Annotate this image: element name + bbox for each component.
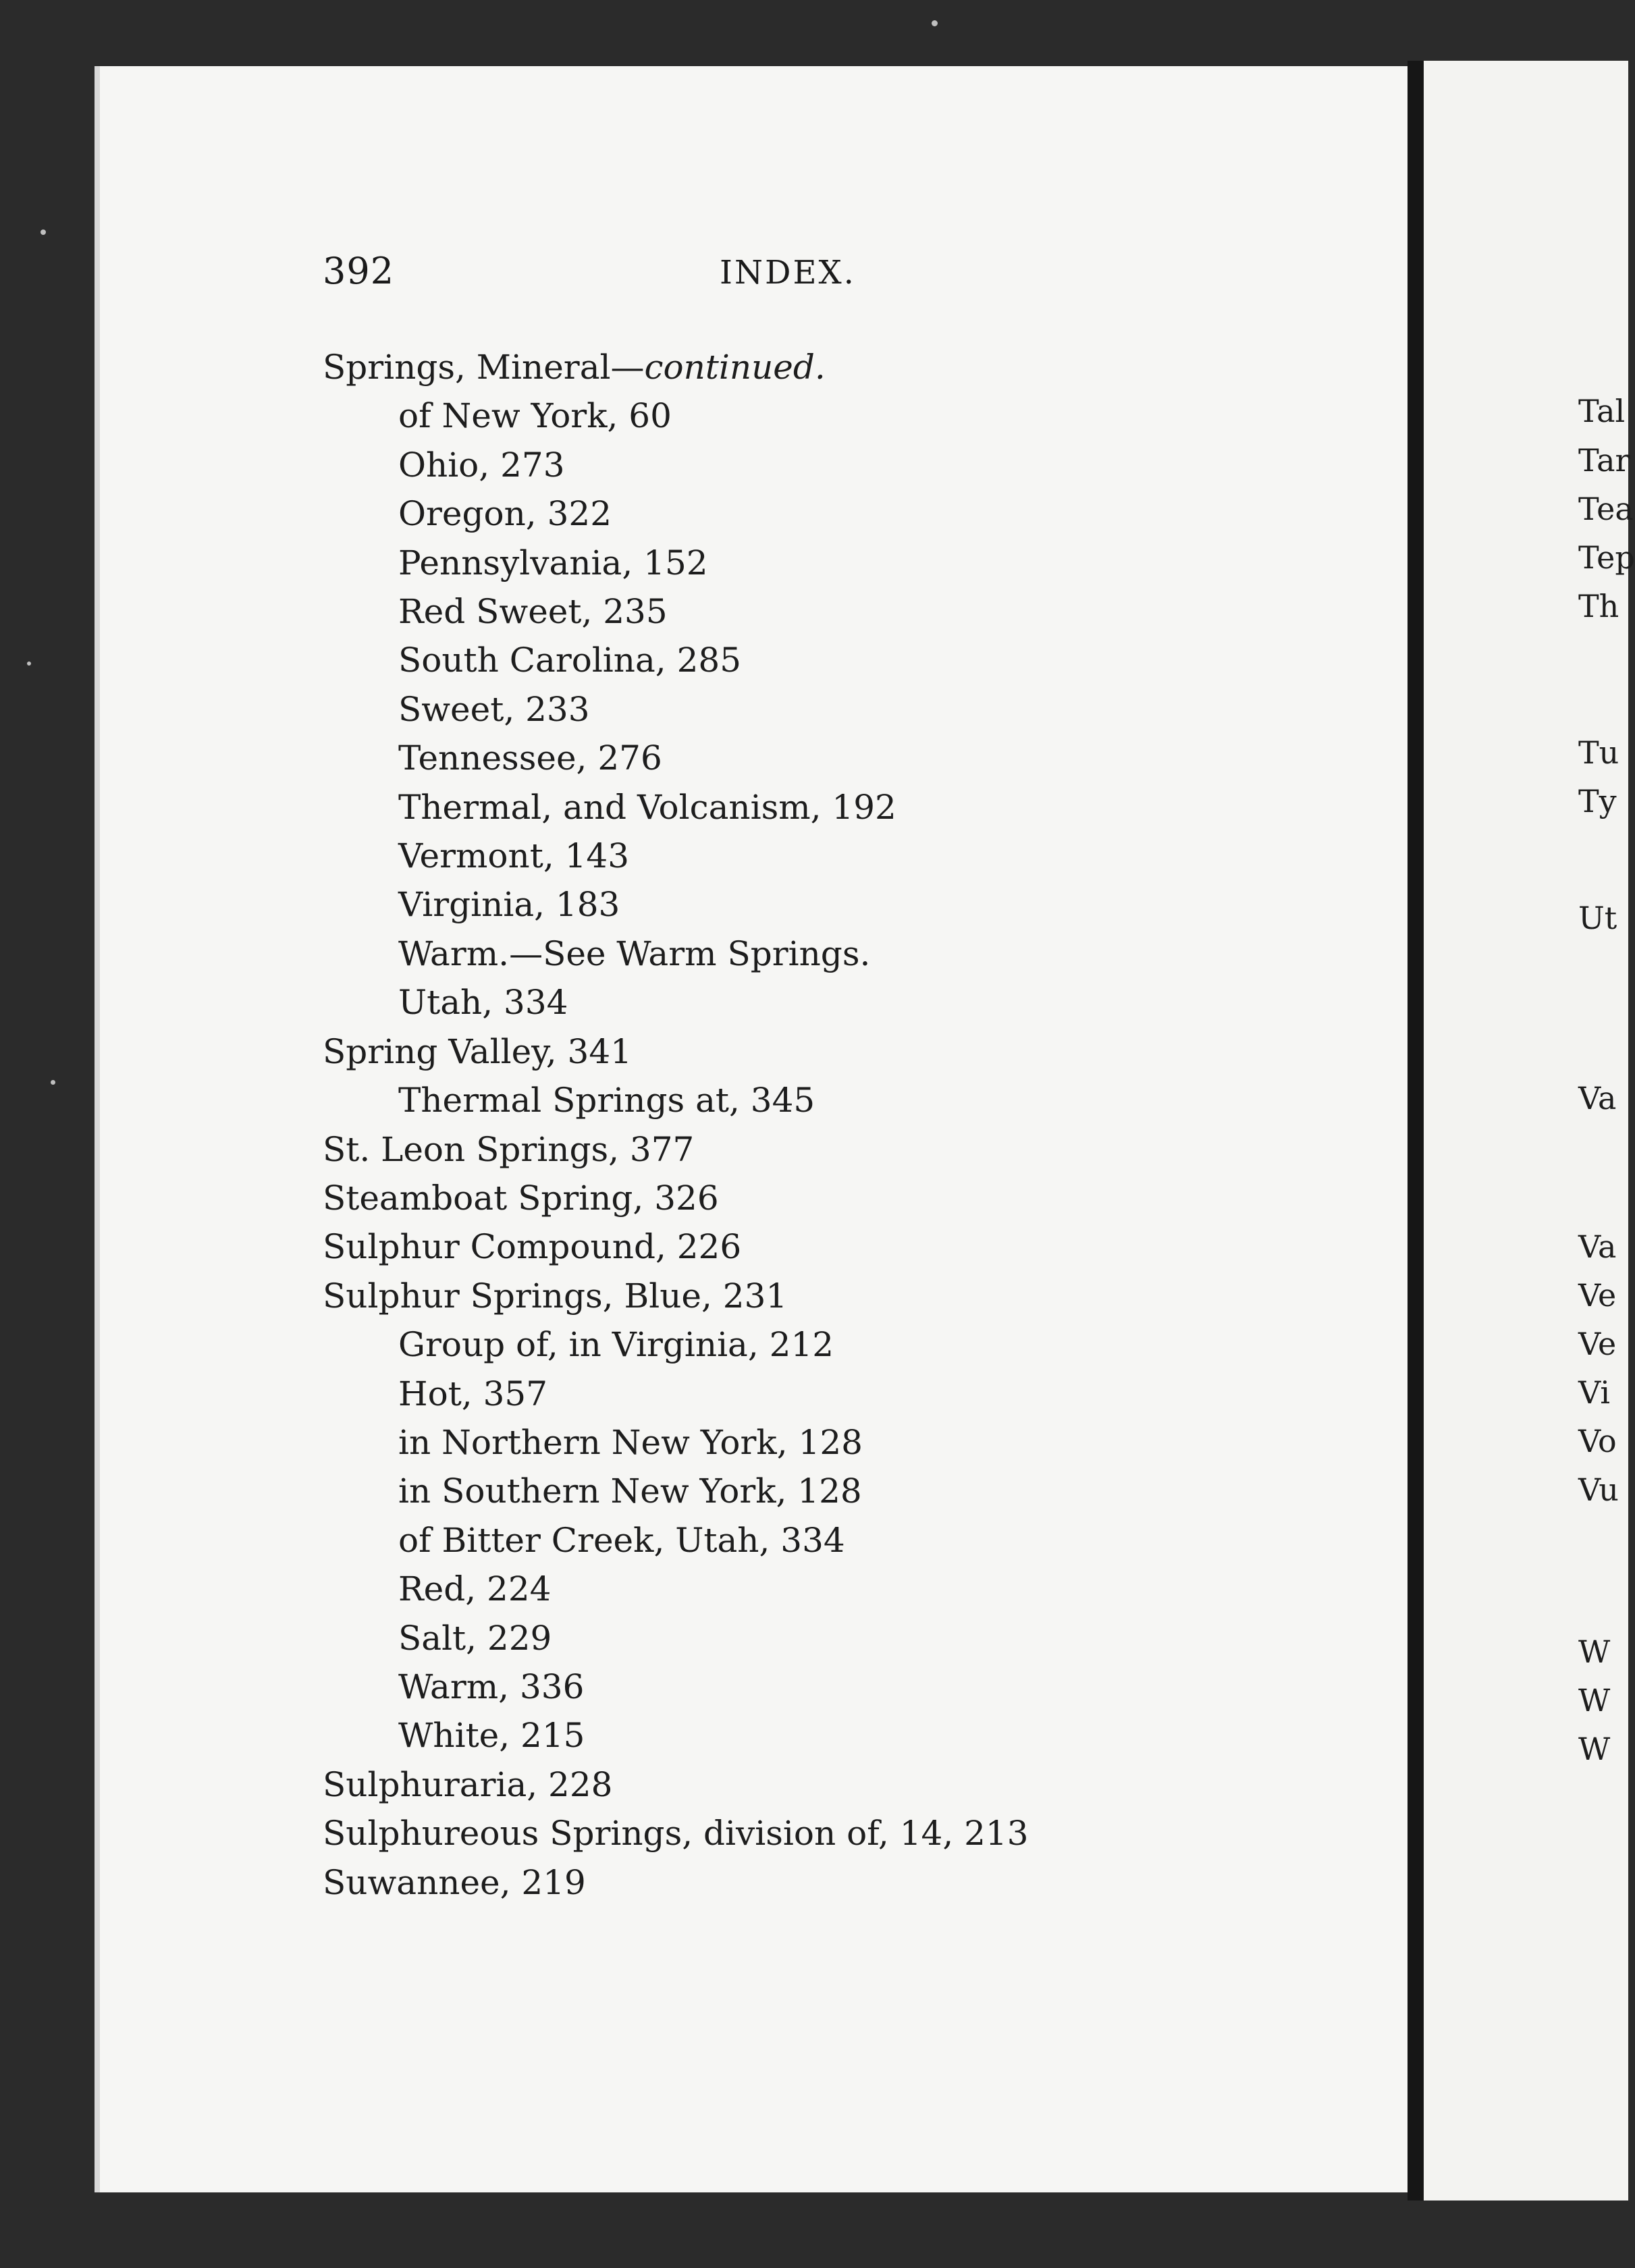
right-page-fragment: Th <box>1578 588 1619 624</box>
index-subentry <box>323 636 1268 684</box>
entry-text: Warm, 336 <box>398 1667 585 1706</box>
right-page-fragment: Va <box>1578 1228 1617 1265</box>
right-page-fragment: Tep <box>1578 539 1635 576</box>
right-page-fragment: Tea <box>1578 491 1634 527</box>
index-subentry <box>323 978 1268 1027</box>
entry-text: Spring Valley, 341 <box>323 1031 632 1071</box>
right-page-fragment: W <box>1578 1731 1611 1767</box>
scan-speck <box>41 230 46 235</box>
entry-text: Oregon, 322 <box>398 494 612 534</box>
index-subentry <box>323 1711 1268 1760</box>
index-subentry <box>323 783 1268 832</box>
index-subentry <box>323 441 1268 489</box>
scan-speck <box>27 662 31 666</box>
index-entry <box>323 1027 1268 1076</box>
page-title: INDEX. <box>720 254 856 292</box>
right-page-fragment: Ut <box>1578 900 1617 936</box>
index-subentry <box>323 587 1268 636</box>
entry-text: Warm.—See Warm Springs. <box>398 934 871 973</box>
index-subentry <box>323 1076 1268 1125</box>
right-page-fragment: Ty <box>1578 783 1617 819</box>
right-page-fragment: Ve <box>1578 1277 1617 1314</box>
entry-text: Thermal, and Volcanism, 192 <box>398 787 896 827</box>
right-page-fragment: W <box>1578 1634 1611 1670</box>
index-entry <box>323 1174 1268 1222</box>
index-entry <box>323 1858 1268 1907</box>
right-page-fragment: Vi <box>1578 1374 1611 1411</box>
entry-text: Sulphur Springs, Blue, 231 <box>323 1276 788 1316</box>
entry-text: Utah, 334 <box>398 983 568 1023</box>
entry-text: Springs, Mineral— <box>323 348 645 387</box>
entry-text: in Northern New York, 128 <box>398 1422 863 1462</box>
entry-continued-note: continued. <box>644 348 826 387</box>
index-subentry <box>323 1467 1268 1515</box>
index-subentry <box>323 1370 1268 1418</box>
index-entry <box>323 1272 1268 1320</box>
entry-text: Steamboat Spring, 326 <box>323 1178 719 1218</box>
entry-text: Ohio, 273 <box>398 445 565 485</box>
entry-text: Sulphuraria, 228 <box>323 1764 613 1804</box>
index-subentry <box>323 1614 1268 1663</box>
right-book-page <box>1424 61 1635 2200</box>
index-subentry <box>323 1320 1268 1369</box>
index-subentry <box>323 734 1268 782</box>
index-subentry <box>323 880 1268 929</box>
right-page-fragment: Vu <box>1578 1472 1619 1508</box>
right-page-fragment: Tu <box>1578 734 1619 771</box>
entry-text: Hot, 357 <box>398 1374 548 1413</box>
entry-text: Red, 224 <box>398 1569 552 1609</box>
entry-text: Pennsylvania, 152 <box>398 543 708 583</box>
index-entry <box>323 1809 1268 1858</box>
right-page-fragment: Tal <box>1578 393 1626 429</box>
index-subentry <box>323 685 1268 734</box>
right-page-fragment: W <box>1578 1682 1611 1719</box>
index-subentry <box>323 1565 1268 1613</box>
scan-speck <box>932 20 938 26</box>
entry-text: Red Sweet, 235 <box>398 592 668 632</box>
entry-text: Vermont, 143 <box>398 836 630 876</box>
entry-text: Suwannee, 219 <box>323 1862 586 1902</box>
book-spine <box>1408 61 1424 2200</box>
index-subentry <box>323 1516 1268 1565</box>
entry-text: Thermal Springs at, 345 <box>398 1081 815 1120</box>
index-list <box>323 343 1268 1907</box>
entry-text: Sulphureous Springs, division of, 14, 213 <box>323 1814 1029 1854</box>
entry-text: of New York, 60 <box>398 396 672 436</box>
index-entry <box>323 343 1268 392</box>
entry-text: Sulphur Compound, 226 <box>323 1227 742 1267</box>
index-entry <box>323 1760 1268 1809</box>
right-page-fragment: Tar <box>1578 442 1630 479</box>
index-subentry <box>323 832 1268 880</box>
index-subentry <box>323 1663 1268 1711</box>
index-subentry <box>323 929 1268 978</box>
entry-text: of Bitter Creek, Utah, 334 <box>398 1520 845 1560</box>
entry-text: White, 215 <box>398 1716 585 1756</box>
index-subentry <box>323 1418 1268 1467</box>
entry-text: Salt, 229 <box>398 1618 552 1658</box>
index-subentry <box>323 539 1268 587</box>
index-subentry <box>323 392 1268 440</box>
entry-text: in Southern New York, 128 <box>398 1472 862 1511</box>
index-entry <box>323 1222 1268 1271</box>
right-page-fragment: Ve <box>1578 1326 1617 1362</box>
index-entry <box>323 1125 1268 1174</box>
entry-text: South Carolina, 285 <box>398 641 742 680</box>
entry-text: St. Leon Springs, 377 <box>323 1129 695 1169</box>
scan-speck <box>51 1080 55 1085</box>
index-subentry <box>323 489 1268 538</box>
entry-text: Group of, in Virginia, 212 <box>398 1325 834 1365</box>
right-page-fragment: Va <box>1578 1080 1617 1116</box>
entry-text: Sweet, 233 <box>398 689 590 729</box>
right-page-fragment: Vo <box>1578 1423 1617 1459</box>
entry-text: Tennessee, 276 <box>398 738 662 778</box>
entry-text: Virginia, 183 <box>398 885 620 925</box>
page-number: 392 <box>323 250 395 292</box>
